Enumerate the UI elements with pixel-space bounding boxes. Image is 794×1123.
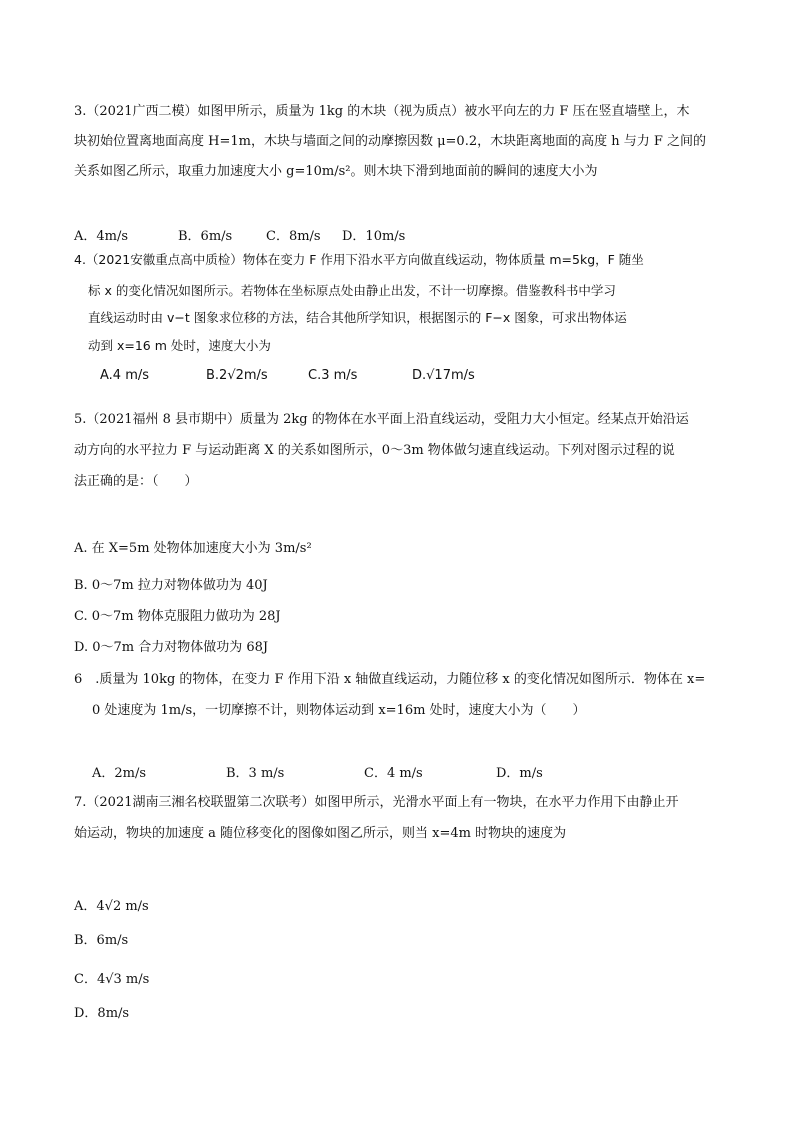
q7-option-b: B．6m/s: [74, 933, 129, 948]
q4-stem-line1: 4.（2021安徽重点高中质检）物体在变力 F 作用下沿水平方向做直线运动，物体质量 m=5kg，F 随坐: [74, 252, 644, 267]
q4-stem-line4: 动到 x=16 m 处时，速度大小为: [88, 338, 271, 353]
q5-stem-line1: 5.（2021福州 8 县市期中）质量为 2kg 的物体在水平面上沿直线运动，受阻力大小恒定。经某点开始沿运: [74, 412, 689, 427]
q5-stem-line3: 法正确的是：（ ）: [74, 474, 198, 489]
q5-option-c: C. 0～7m 物体克服阻力做功为 28J: [74, 609, 281, 624]
q3-stem-line1: 3.（2021广西二模）如图甲所示，质量为 1kg 的木块（视为质点）被水平向左的力 F 压在竖直墙壁上，木: [74, 104, 690, 119]
q7-option-c: C．4√3 m/s: [74, 972, 150, 987]
q6-stem-line2: 0 处速度为 1m/s，一切摩擦不计，则物体运动到 x=16m 处时，速度大小为（ ）: [92, 703, 586, 718]
q7-option-d: D．8m/s: [74, 1006, 130, 1021]
q3-option-d: D．10m/s: [342, 229, 406, 244]
q5-option-b: B. 0～7m 拉力对物体做功为 40J: [74, 578, 268, 593]
q4-stem-line3: 直线运动时由 v−t 图象求位移的方法，结合其他所学知识，根据图示的 F−x 图象，可求出物体运: [88, 310, 627, 325]
q3-stem-line3: 关系如图乙所示，取重力加速度大小 g=10m/s²。则木块下滑到地面前的瞬间的速度大小为: [74, 164, 598, 179]
q6-option-b: B．3 m/s: [226, 766, 285, 781]
q6-option-a: A．2m/s: [92, 766, 147, 781]
q6-stem-line1: 6 .质量为 10kg 的物体，在变力 F 作用下沿 x 轴做直线运动，力随位移 x 的变化情况如图所示．物体在 x=: [74, 672, 706, 687]
q5-stem-line2: 动方向的水平拉力 F 与运动距离 X 的关系如图所示，0～3m 物体做匀速直线运动。下列对图示过程的说: [74, 443, 675, 458]
q4-option-b: B.2√2m/s: [206, 368, 268, 383]
q4-option-c: C.3 m/s: [308, 368, 358, 383]
q4-stem-line2: 标 x 的变化情况如图所示。若物体在坐标原点处由静止出发，不计一切摩擦。借鉴教科书中学习: [88, 283, 616, 298]
q5-option-d: D. 0～7m 合力对物体做功为 68J: [74, 640, 269, 655]
q4-option-d: D.√17m/s: [412, 368, 475, 383]
q3-option-a: A．4m/s: [74, 229, 129, 244]
q3-option-b: B．6m/s: [178, 229, 233, 244]
q5-option-a: A. 在 X=5m 处物体加速度大小为 3m/s²: [74, 541, 312, 556]
q3-option-c: C．8m/s: [266, 229, 321, 244]
q4-option-a: A.4 m/s: [100, 368, 150, 383]
q6-option-d: D．m/s: [496, 766, 543, 781]
q3-stem-line2: 块初始位置离地面高度 H=1m，木块与墙面之间的动摩擦因数 μ=0.2，木块距离地面的高度 h 与力 F 之间的: [74, 134, 707, 149]
q7-stem-line1: 7.（2021湖南三湘名校联盟第二次联考）如图甲所示，光滑水平面上有一物块，在水平力作用下由静止开: [74, 795, 679, 810]
q6-option-c: C．4 m/s: [364, 766, 423, 781]
q7-stem-line2: 始运动，物块的加速度 a 随位移变化的图像如图乙所示，则当 x=4m 时物块的速度为: [74, 826, 567, 841]
q7-option-a: A．4√2 m/s: [74, 899, 149, 914]
